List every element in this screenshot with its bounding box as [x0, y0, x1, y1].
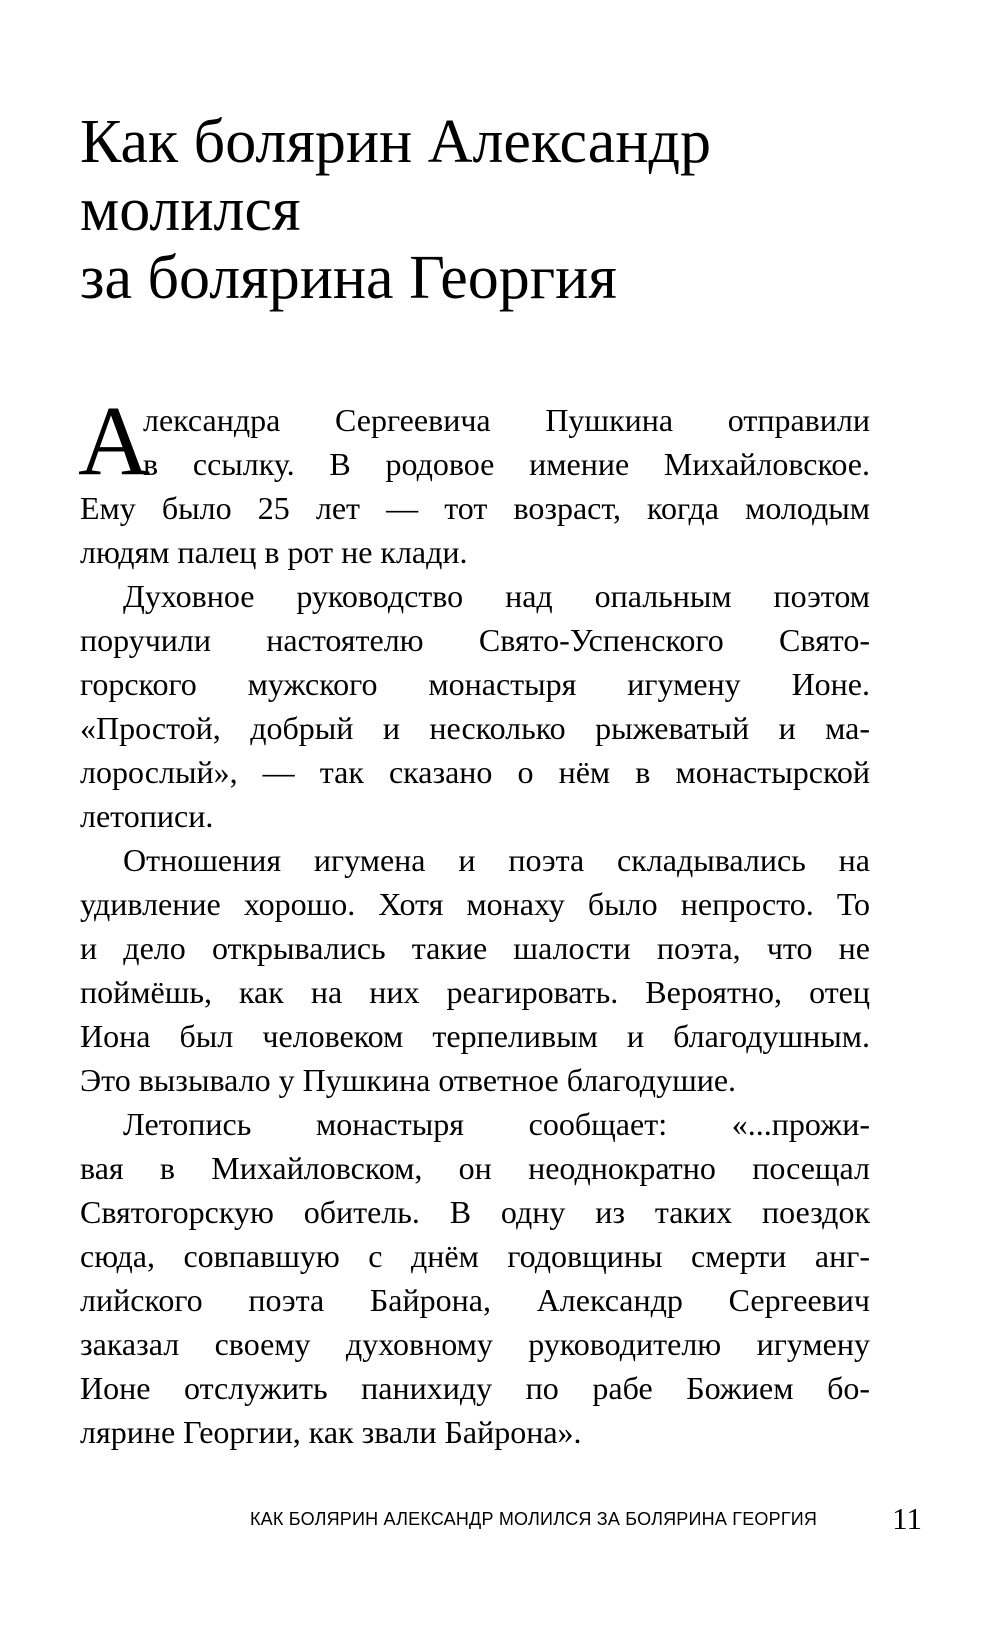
- text-line: людям палец в рот не клади.: [80, 534, 468, 570]
- text-line: «Простой, добрый и несколько рыжеватый и ма-: [80, 710, 870, 746]
- text-line: горского мужского монастыря игумену Ионе.: [80, 666, 870, 702]
- text-line: лярине Георгии, как звали Байрона».: [80, 1414, 582, 1450]
- text-line: и дело открывались такие шалости поэта, что не: [80, 930, 870, 966]
- chapter-title-line: молился: [80, 176, 301, 244]
- text-line: летописи.: [80, 798, 214, 834]
- chapter-title: [80, 108, 940, 312]
- text-line: поймёшь, как на них реагировать. Вероятно, отец: [80, 974, 870, 1010]
- text-line: Отношения игумена и поэта складывались на: [123, 842, 870, 878]
- page-footer: [250, 1501, 922, 1536]
- text-line: Ему было 25 лет — тот возраст, когда молодым: [80, 490, 870, 526]
- chapter-title-line: Как болярин Александр: [80, 108, 712, 176]
- text-line: заказал своему духовному руководителю игумену: [80, 1326, 870, 1362]
- text-line: сюда, совпавшую с днём годовщины смерти анг-: [80, 1238, 870, 1274]
- text-line: Летопись монастыря сообщает: «...прожи-: [123, 1106, 870, 1142]
- running-head: КАК БОЛЯРИН АЛЕКСАНДР МОЛИЛСЯ ЗА БОЛЯРИНА ГЕОРГИЯ: [250, 1509, 818, 1529]
- text-line: поручили настоятелю Свято-Успенского Свято-: [80, 622, 870, 658]
- text-line: Духовное руководство над опальным поэтом: [123, 578, 870, 614]
- text-line: лександра Сергеевича Пушкина отправили: [143, 402, 870, 438]
- text-line: лорослый», — так сказано о нём в монастырской: [80, 754, 870, 790]
- text-line: Святогорскую обитель. В одну из таких поездок: [80, 1194, 870, 1230]
- text-line: Ионе отслужить панихиду по рабе Божием бо-: [80, 1370, 870, 1406]
- text-line: лийского поэта Байрона, Александр Сергеевич: [80, 1282, 870, 1318]
- drop-cap: А: [78, 385, 151, 496]
- chapter-body-text: [78, 385, 870, 1454]
- text-line: Иона был человеком терпеливым и благодушным.: [80, 1018, 870, 1054]
- text-line: в ссылку. В родовое имение Михайловское.: [143, 446, 870, 482]
- text-line: удивление хорошо. Хотя монаху было непросто. То: [80, 886, 870, 922]
- chapter-title-line: за болярина Георгия: [80, 244, 617, 312]
- page-number: 11: [892, 1501, 922, 1536]
- text-line: Это вызывало у Пушкина ответное благодушие.: [80, 1062, 737, 1098]
- text-line: вая в Михайловском, он неоднократно посещал: [80, 1150, 870, 1186]
